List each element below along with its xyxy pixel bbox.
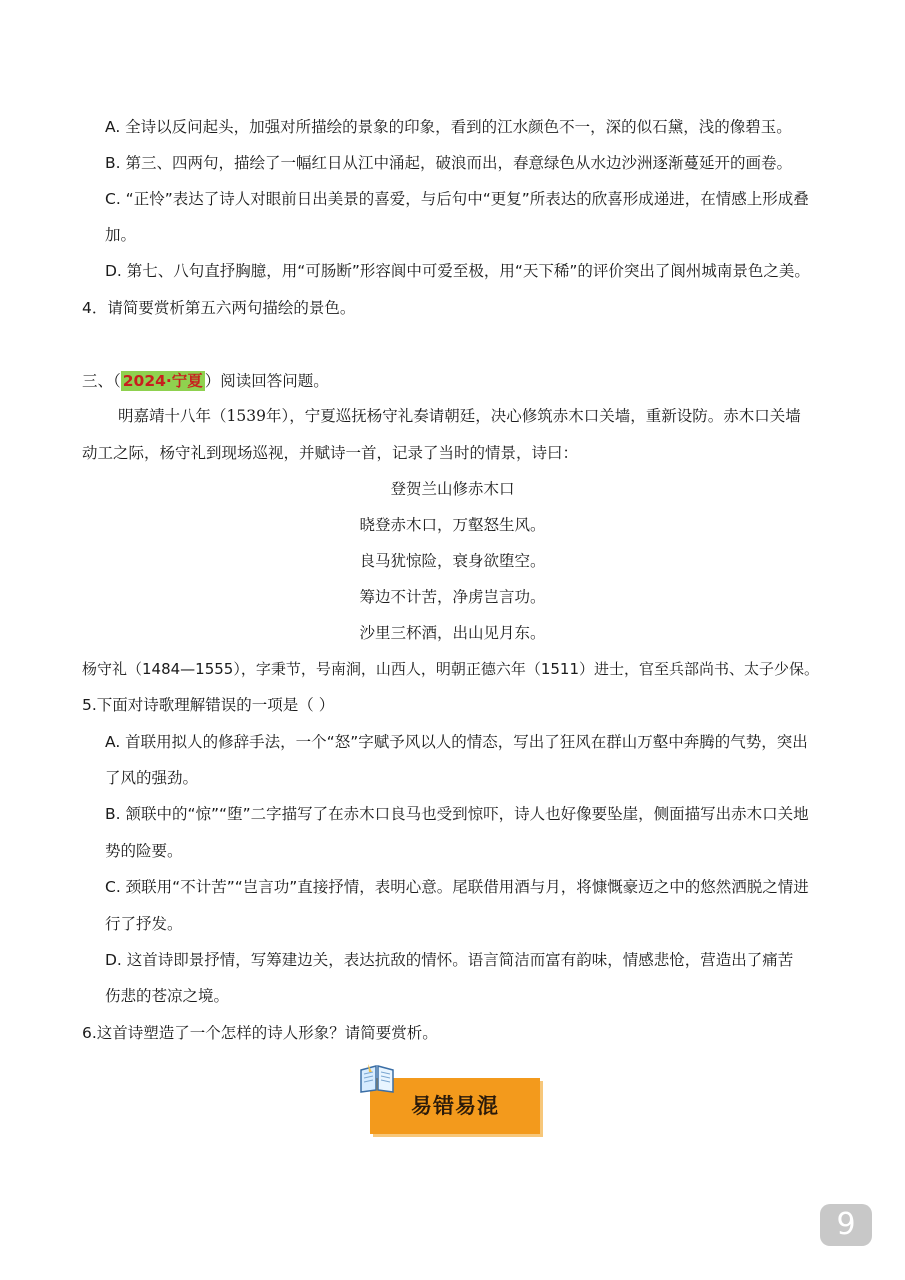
q5-option-c: C. 颈联用“不计苦”“岂言功”直接抒情，表明心意。尾联借用酒与月，将慷慨豪迈之中的悠然洒脱之情进 <box>105 878 809 896</box>
book-icon <box>358 1062 396 1094</box>
poem-line: 筹边不计苦，净虏岂言功。 <box>359 588 546 606</box>
q5-option-d: D. 这首诗即景抒情，写筹建边关，表达抗敌的情怀。语言简洁而富有韵味，情感悲怆，营造出了痛苦 <box>105 951 794 969</box>
option-c-continuation: 加。 <box>105 226 137 244</box>
option-d: D. 第七、八句直抒胸臆，用“可肠断”形容阆中可爱至极，用“天下稀”的评价突出了阆州城南景色之美。 <box>105 262 810 280</box>
option-b: B. 第三、四两句，描绘了一幅红日从江中涌起，破浪而出，春意绿色从水边沙洲逐渐蔓延开的画卷。 <box>105 154 792 172</box>
q5-option-d-continuation: 伤悲的苍凉之境。 <box>105 987 230 1005</box>
section-three-heading <box>82 371 329 391</box>
page-number: 9 <box>820 1204 872 1246</box>
q5-option-b-continuation: 势的险要。 <box>105 842 183 860</box>
poem-line: 晓登赤木口，万壑怒生风。 <box>359 516 546 534</box>
intro-line-1: 明嘉靖十八年（1539年），宁夏巡抚杨守礼奏请朝廷，决心修筑赤木口关墙，重新设防。赤木口关墙 <box>118 407 801 425</box>
intro-line-2: 动工之际，杨守礼到现场巡视，并赋诗一首，记录了当时的情景，诗曰： <box>82 444 579 462</box>
q5-option-b: B. 颔联中的“惊”“堕”二字描写了在赤木口良马也受到惊吓，诗人也好像要坠崖，侧面描写出赤木口关地 <box>105 805 809 823</box>
q5-option-a-continuation: 了风的强劲。 <box>105 769 199 787</box>
question-5: 5.下面对诗歌理解错误的一项是（ ） <box>82 696 335 714</box>
author-note: 杨守礼（1484—1555），字秉节，号南涧，山西人，明朝正德六年（1511）进士，官至兵部尚书、太子少保。 <box>82 660 820 678</box>
poem-title: 登贺兰山修赤木口 <box>390 480 515 498</box>
heading-suffix: ）阅读回答问题。 <box>204 372 329 390</box>
heading-prefix: 三、（ <box>82 372 121 390</box>
option-c: C. “正怜”表达了诗人对眼前日出美景的喜爱，与后句中“更复”所表达的欣喜形成递进，在情感上形成叠 <box>105 190 809 208</box>
q5-option-a: A. 首联用拟人的修辞手法，一个“怒”字赋予风以人的情态，写出了狂风在群山万壑中奔腾的气势，突出 <box>105 733 808 751</box>
q5-option-c-continuation: 行了抒发。 <box>105 915 183 933</box>
option-a: A. 全诗以反问起头，加强对所描绘的景象的印象，看到的江水颜色不一，深的似石黛，浅的像碧玉。 <box>105 118 792 136</box>
poem-line: 良马犹惊险，衰身欲堕空。 <box>359 552 546 570</box>
error-prone-badge <box>358 1062 548 1138</box>
poem-line: 沙里三杯酒，出山见月东。 <box>359 624 546 642</box>
badge-label: 易错易混 <box>411 1094 499 1118</box>
question-4: 4．请简要赏析第五六两句描绘的景色。 <box>82 299 356 317</box>
question-6: 6.这首诗塑造了一个怎样的诗人形象？请简要赏析。 <box>82 1024 438 1042</box>
source-tag: 2024·宁夏 <box>122 372 203 390</box>
